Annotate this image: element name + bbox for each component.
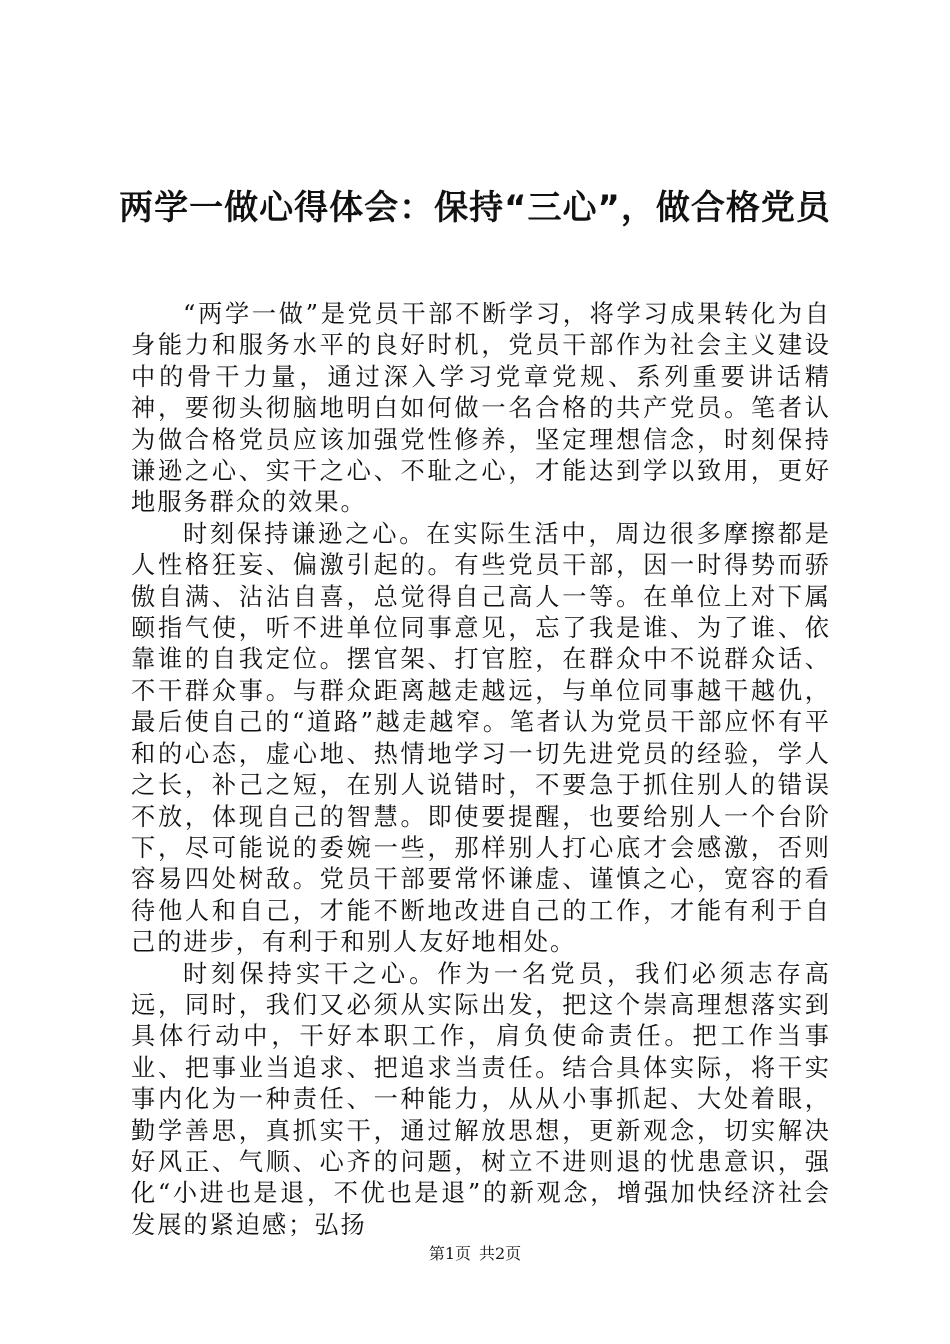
paragraph-humility: 时刻保持谦逊之心。在实际生活中，周边很多摩擦都是人性格狂妄、偏激引起的。有些党员干部，因一时得势而骄傲自满、沾沾自喜，总觉得自己高人一等。在单位上对下属颐指气使，听不进单位同事意见，忘了我是谁、为了谁、依靠谁的自我定位。摆官架、打官腔，在群众中不说群众话、不干群众事。与群众距离越走越远，与单位同事越干越仇，最后使自己的“道路”越走越窄。笔者认为党员干部应怀有平和的心态，虚心地、热情地学习一切先进党员的经验，学人之长，补己之短，在别人说错时，不要急于抓住别人的错误不放，体现自己的智慧。即使要提醒，也要给别人一个台阶下，尽可能说的委婉一些，那样别人打心底才会感激，否则容易四处树敌。党员干部要常怀谦虚、谨慎之心，宽容的看待他人和自己，才能不断地改进自己的工作，才能有利于自己的进步，有利于和别人友好地相处。 [131,519,831,957]
paragraph-intro: “两学一做”是党员干部不断学习，将学习成果转化为自身能力和服务水平的良好时机，党员干部作为社会主义建设中的骨干力量，通过深入学习党章党规、系列重要讲话精神，要彻头彻脑地明白如何做一名合格的共产党员。笔者认为做合格党员应该加强党性修养，坚定理想信念，时刻保持谦逊之心、实干之心、不耻之心，才能达到学以致用，更好地服务群众的效果。 [131,300,831,517]
page-total: 共2页 [479,1244,522,1263]
document-body [131,299,831,1241]
document-title: 两学一做心得体会：保持“三心”，做合格党员 [119,188,831,228]
page-number: 第1页 [428,1244,471,1263]
paragraph-practical: 时刻保持实干之心。作为一名党员，我们必须志存高远，同时，我们又必须从实际出发，把这个崇高理想落实到具体行动中，干好本职工作，肩负使命责任。把工作当事业、把事业当追求、把追求当责任。结合具体实际，将干实事内化为一种责任、一种能力，从从小事抓起、大处着眼，勤学善思，真抓实干，通过解放思想，更新观念，切实解决好风正、气顺、心齐的问题，树立不进则退的忧患意识，强化“小进也是退，不优也是退”的新观念，增强加快经济社会发展的紧迫感；弘扬 [131,959,831,1239]
page-footer [0,1244,950,1264]
